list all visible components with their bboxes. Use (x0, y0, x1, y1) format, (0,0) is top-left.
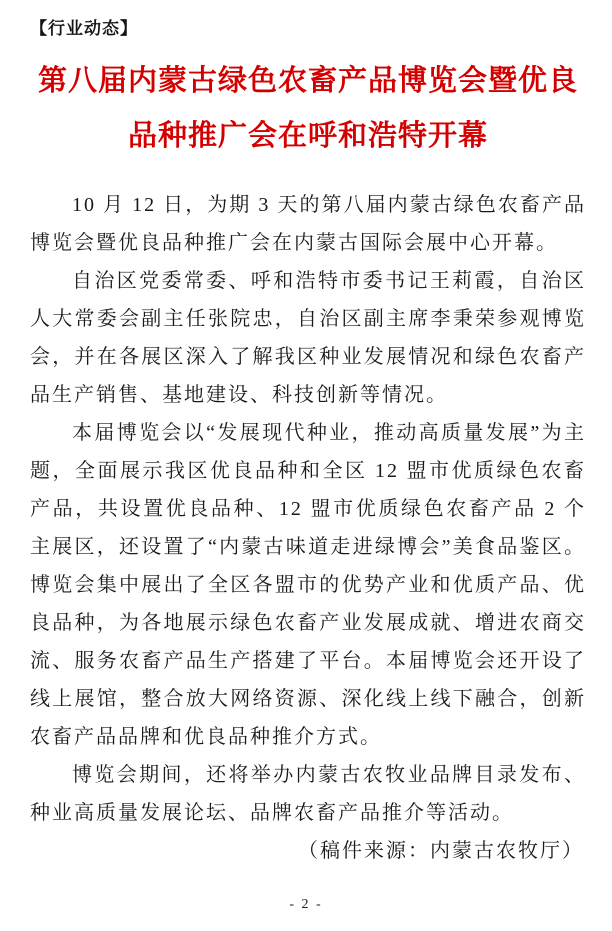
section-tag: 【行业动态】 (30, 19, 138, 38)
source-attribution: （稿件来源：内蒙古农牧厅） (298, 840, 584, 862)
body-paragraph-3: 本届博览会以“发展现代种业，推动高质量发展”为主题，全面展示我区优良品种和全区 12 盟市优质绿色农畜产品，共设置优良品种、12 盟市优质绿色农畜产品 2 个主展区，还设置了“内蒙古味道走进绿博会”美食品鉴区。博览会集中展出了全区各盟市的优势产业和优质产品、优良品种，为各地展示绿色农畜产业发展成就、增进农商交流、服务农畜产品生产搭建了平台。本届博览会还开设了线上展馆，整合放大网络资源、深化线上线下融合，创新农畜产品品牌和优良品种推介方式。 (30, 422, 586, 748)
page-number: - 2 - (289, 897, 323, 912)
body-paragraph-2: 自治区党委常委、呼和浩特市委书记王莉霞，自治区人大常委会副主任张院忠，自治区副主席李秉荣参观博览会，并在各展区深入了解我区种业发展情况和绿色农畜产品生产销售、基地建设、科技创新等情况。 (30, 270, 586, 406)
article-body (30, 186, 586, 870)
body-paragraph-1: 10 月 12 日，为期 3 天的第八届内蒙古绿色农畜产品博览会暨优良品种推广会在内蒙古国际会展中心开幕。 (30, 194, 586, 254)
body-paragraph-4: 博览会期间，还将举办内蒙古农牧业品牌目录发布、种业高质量发展论坛、品牌农畜产品推介等活动。 (30, 764, 586, 824)
article-title-line-1: 第八届内蒙古绿色农畜产品博览会暨优良 (37, 65, 578, 97)
article-title (30, 54, 586, 164)
article-title-line-2: 品种推广会在呼和浩特开幕 (127, 120, 488, 152)
